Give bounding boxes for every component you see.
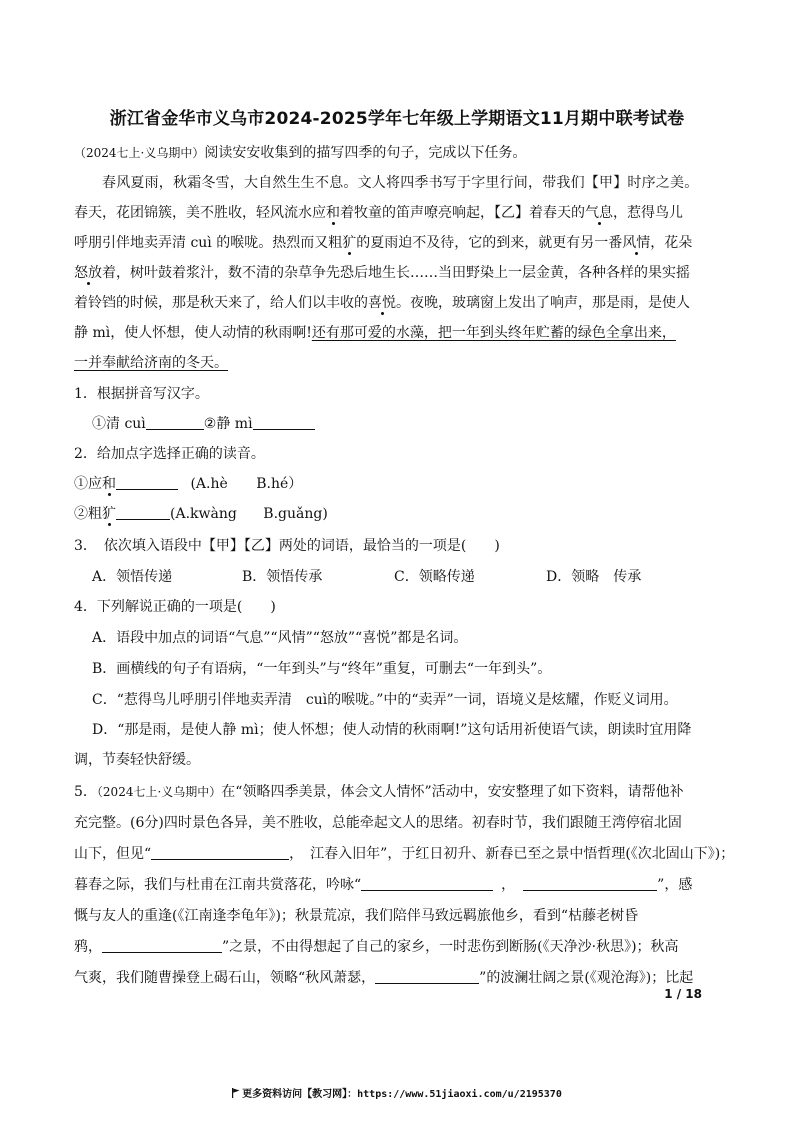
passage-text: 静 <box>74 325 88 341</box>
passage-text: 着铃铛的时候，那是秋天来了，给人们以丰收的 <box>74 295 368 311</box>
answer-blank[interactable] <box>116 475 178 490</box>
q5-text: ， 江春入旧年”，于红日初升、新春已至之景中悟哲理(《次北固山下》)； <box>289 846 735 862</box>
answer-blank[interactable] <box>361 876 493 891</box>
answer-blank[interactable] <box>151 845 289 860</box>
passage-line-2 <box>74 203 720 223</box>
q2-dotted-char: 和 <box>102 476 116 492</box>
dotted-word-xiyue: 喜悦 <box>368 295 396 311</box>
q5-text: ”之景，不由得想起了自己的家乡，一时悲伤到断肠(《天净沙·秋思》)；秋高 <box>222 939 679 955</box>
q2-dotted-char: 犷 <box>102 506 116 522</box>
dotted-word-fengqing: 风情 <box>622 235 651 251</box>
passage-line-1: 春风夏雨，秋霜冬雪，大自然生生不息。文人将四季书写于字里行间，带我们【甲】时序之美。 <box>102 175 699 191</box>
q4-option-d[interactable]: D．“那是雨，是使人静 mì；使人怀想；使人动情的秋雨啊!”这句话用祈使语气读，朗读时宜用降 <box>92 722 692 738</box>
q2-option-a: (A.kwàng <box>170 506 237 522</box>
passage-line-4 <box>74 263 720 283</box>
question-5-line-4 <box>74 875 720 895</box>
intro-source: （2024七上·义乌期中） <box>74 146 205 160</box>
flag-icon <box>232 1088 240 1098</box>
q2-option-a: (A.hè <box>190 476 228 492</box>
q2-item: ②粗 <box>74 506 102 522</box>
q4-option-b[interactable]: B．画横线的句子有语病，“一年到头”与“终年”重复，可删去“一年到头”。 <box>92 661 552 677</box>
pinyin-cui: cuì <box>190 235 212 251</box>
question-5-line-1 <box>74 782 720 802</box>
document-title: 浙江省金华市义乌市2024-2025学年七年级上学期语文11月期中联考试卷 <box>109 109 685 129</box>
passage-text: 着，树叶鼓着浆汁，数不清的杂草争先恐后地生长……当田野染上一层金黄，各种各样的果实摇 <box>102 265 690 281</box>
underlined-sentence: 还有那可爱的水藻，把一年到头终年贮蓄的绿色全拿出来， <box>311 325 676 341</box>
intro-text: 阅读安安收集到的描写四季的句子，完成以下任务。 <box>204 145 527 161</box>
dotted-char-guang: 犷 <box>342 235 357 251</box>
q4-option-d-cont: 调，节奏轻快舒缓。 <box>74 752 200 768</box>
answer-blank[interactable] <box>253 415 315 430</box>
intro-line <box>74 143 720 163</box>
q5-text: 暮春之际，我们与杜甫在江南共赏落花，吟咏“ <box>74 877 362 893</box>
q5-source: （2024七上·义乌期中） <box>96 785 222 799</box>
q5-text: 气爽，我们随曹操登上碣石山，领略“秋风萧瑟， <box>74 970 376 986</box>
q2-option-b: B.hé） <box>256 476 303 492</box>
passage-text: ，惹得鸟儿 <box>613 205 683 221</box>
passage-line-6 <box>74 323 720 343</box>
q2-option-b: B.guǎng) <box>263 506 328 522</box>
q3-option-d[interactable]: D．领略 传承 <box>546 569 642 585</box>
footer-text[interactable]: 更多资料访问【教习网】：https://www.51jiaoxi.com/u/2195370 <box>242 1089 562 1100</box>
question-3-options <box>92 567 738 587</box>
passage-text: ，花朵 <box>650 235 693 251</box>
q5-text: 山下，但见“ <box>74 846 152 862</box>
answer-blank[interactable] <box>116 505 170 520</box>
passage-text: 着牧童的笛声嘹亮响起，【乙】着春天的 <box>340 205 585 221</box>
dotted-word-nufang: 怒放 <box>74 265 102 281</box>
dotted-word-qixi: 气息 <box>585 205 613 221</box>
passage-text: 春天，花团锦簇，美不胜收，轻风流水应 <box>74 205 326 221</box>
page-number: 1 / 18 <box>664 987 702 1001</box>
question-5-line-7 <box>74 968 720 988</box>
answer-blank[interactable] <box>102 938 222 953</box>
dotted-char-he: 和 <box>326 205 340 221</box>
pinyin-mi: mì <box>92 325 111 341</box>
passage-text: 。夜晚，玻璃窗上发出了响声，那是雨，是使人 <box>396 295 690 311</box>
underlined-sentence-end: 一并奉献给济南的冬天。 <box>74 355 228 371</box>
passage-text: 呼朋引伴地卖弄清 <box>74 235 186 251</box>
answer-blank[interactable] <box>375 969 479 984</box>
question-1-answers <box>92 414 738 434</box>
question-2-row-2 <box>74 504 720 524</box>
passage-line-5 <box>74 293 720 313</box>
q5-text: ”，感 <box>657 877 693 893</box>
passage-text: ，使人怀想，使人动情的秋雨啊! <box>110 325 312 341</box>
question-3-stem: 3． 依次填入语段中【甲】【乙】两处的词语，最恰当的一项是( ) <box>74 538 500 554</box>
q4-option-a[interactable]: A．语段中加点的词语“气息”“风情”“怒放”“喜悦”都是名词。 <box>92 630 468 646</box>
question-5-line-6 <box>74 937 720 957</box>
q4-option-c[interactable]: C．“惹得鸟儿呼朋引伴地卖弄清 cuì的喉咙。”中的“卖弄”一词，语境义是炫耀，作贬义词用。 <box>92 692 678 708</box>
q3-option-c[interactable]: C．领略传递 <box>394 569 475 585</box>
footer-link[interactable] <box>0 1085 794 1100</box>
q5-number: 5． <box>74 784 97 800</box>
q3-option-a[interactable]: A．领悟传递 <box>92 569 173 585</box>
q5-text: 鸦， <box>74 939 102 955</box>
q5-text: 在“领略四季美景，体会文人情怀”活动中，安安整理了如下资料，请帮他补 <box>221 784 684 800</box>
question-4-stem: 4．下列解说正确的一项是( ) <box>74 599 276 615</box>
passage-line-7 <box>74 353 720 373</box>
q5-text: ， <box>501 877 516 893</box>
q5-text: ”的波澜壮阔之景(《观沧海》)；比起 <box>479 970 694 986</box>
question-5-line-5: 慨与友人的重逢(《江南逢李龟年》)；秋景荒凉，我们陪伴马致远羁旅他乡，看到“枯藤老树昏 <box>74 908 639 924</box>
question-5-line-2: 充完整。(6分)四时景色各异，美不胜收，总能牵起文人的思绪。初春时节，我们跟随王湾停宿北固 <box>74 815 682 831</box>
passage-text: 的喉咙。热烈而又粗 <box>216 235 343 251</box>
passage-line-3 <box>74 233 720 253</box>
q1-item-a: ①清 cuì <box>92 416 146 432</box>
answer-blank[interactable] <box>146 415 204 430</box>
question-1-stem: 1．根据拼音写汉字。 <box>74 386 209 402</box>
q1-item-b: ②静 mì <box>203 416 253 432</box>
q3-option-b[interactable]: B．领悟传承 <box>242 569 323 585</box>
q2-item: ①应 <box>74 476 102 492</box>
question-2-row-1 <box>74 474 720 494</box>
answer-blank[interactable] <box>523 876 657 891</box>
question-5-line-3 <box>74 844 735 864</box>
question-2-stem: 2．给加点字选择正确的读音。 <box>74 446 265 462</box>
passage-text: 的夏雨迫不及待，它的到来，就更有另一番 <box>356 235 623 251</box>
